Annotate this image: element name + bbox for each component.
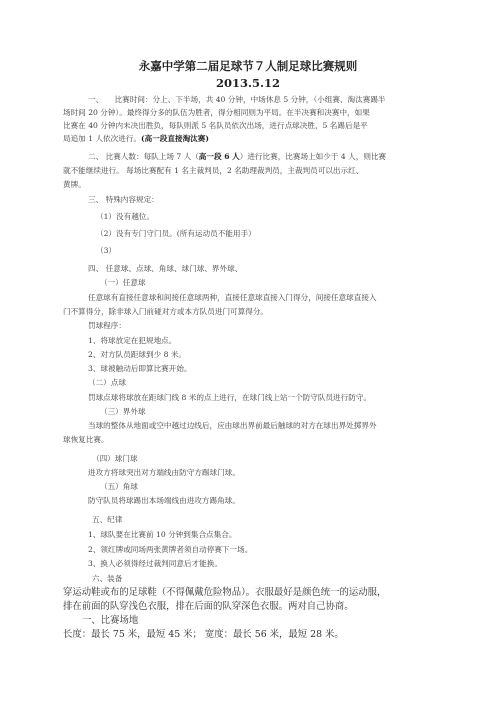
discipline-heading: 五、纪律 [92,515,123,524]
penalty-heading: （二）点球 [88,378,126,387]
section-2-line-1-bold: 高一段 6 人 [198,152,240,161]
throw-in-line-1: 当球的整体从地面或空中越过边线后，应由球出界前最后触球的对方在球出界处掷界外 [88,421,377,430]
goal-kick-heading: （四）球门球 [92,454,138,463]
section-3-item-3: （3） [96,246,117,255]
section-2-line-1-b: ）进行比赛，比赛场上如少于 4 人，则比赛 [239,152,387,161]
section-3-heading: 三、 特殊内容规定： [88,195,159,204]
document-date: 2013.5.12 [215,76,281,90]
penalty-line-1: 罚球点球将球放在距球门线 8 米的点上进行，在球门线上站一个防守队员进行防守。 [88,393,372,402]
section-1-line-2: 场时间 20 分钟）。最终得分多的队伍为胜者，得分相同则为平局。在半决赛和决赛中，如果 [63,108,370,117]
section-2-line-3: 黄牌。 [63,180,86,189]
discipline-item-3: 3、换人必须得经过裁判同意后才能换。 [88,559,222,568]
section-2-line-1 [88,152,386,162]
discipline-item-1: 1、球队要在比赛前 10 分钟到集合点集合。 [88,530,237,539]
section-1-line-1: 一、 比赛时间：分上、下半场，共 40 分钟，中场休息 5 分钟，（小组赛、淘汰赛踢半 [88,95,386,104]
corner-line-1: 防守队员将球踢出本场端线由进攻方踢角球。 [88,496,240,505]
free-kick-line-1: 任意球有直接任意球和间接任意球两种，直接任意球直接入门得分，间接任意球直接入 [88,293,377,302]
section-1-line-4-bold: (高一段直接淘汰赛) [141,134,209,143]
goal-kick-line-1: 进攻方将球突出对方端线由防守方踢球门球。 [88,468,240,477]
section-3-item-1: （1）没有越位。 [96,212,154,221]
equipment-line-1: 穿运动鞋或布的足球鞋（不得佩戴危险物品）。衣服最好是颜色统一的运动服， [63,587,387,598]
free-kick-step-2: 2、对方队员距球到少 8 米。 [88,350,187,359]
free-kick-step-3: 3、球被触动后即算比赛开始。 [88,364,192,373]
free-kick-heading: （一）任意球 [100,278,146,287]
document-title: 永嘉中学第二届足球节７人制足球比赛规则 [138,59,358,73]
section-1-line-4-text: 局追加 1 人依次进行。 [63,134,142,143]
free-kick-procedure: 罚球程序： [88,321,126,330]
discipline-item-2: 2、领红牌或同场两张黄牌者须自动停赛下一场。 [88,545,253,554]
section-4-heading: 四、 任意球、点球、角球、球门球、界外球、 [88,264,243,273]
section-2-line-2: 就不能继续进行。 每场比赛配有 1 名主裁判员，2 名助理裁判员，主裁判员可以出示红、 [63,166,364,175]
section-2-line-1-a: 二、 比赛人数：每队上场 7 人（ [88,152,199,161]
section-1-line-4 [63,134,209,144]
equipment-line-2: 排在前面的队穿浅色衣服，排在后面的队穿深色衣服。两对自己协商。 [63,601,354,612]
free-kick-line-2: 门不算得分，除非球入门前碰对方或本方队员进门可算得分。 [63,307,269,316]
field-line-1: 长度：最长 75 米，最短 45 米； 宽度：最长 56 米，最短 28 米。 [63,629,344,640]
throw-in-line-2: 球恢复比赛。 [63,435,109,444]
corner-heading: （五）角球 [100,482,138,491]
section-3-item-2: （2）没有专门守门员。(所有运动员不能用手） [96,229,256,238]
throw-in-heading: （三）界外球 [100,407,146,416]
field-heading: 一、比赛场地 [82,615,139,626]
section-1-line-3: 比赛在 40 分钟内未决出胜负，每队则派 5 名队员依次出场，进行点球决胜，5 名踢后是平 [63,121,368,130]
free-kick-step-1: 1、将球放定在犯规地点。 [88,336,177,345]
equipment-heading: 六、装备 [92,574,123,583]
